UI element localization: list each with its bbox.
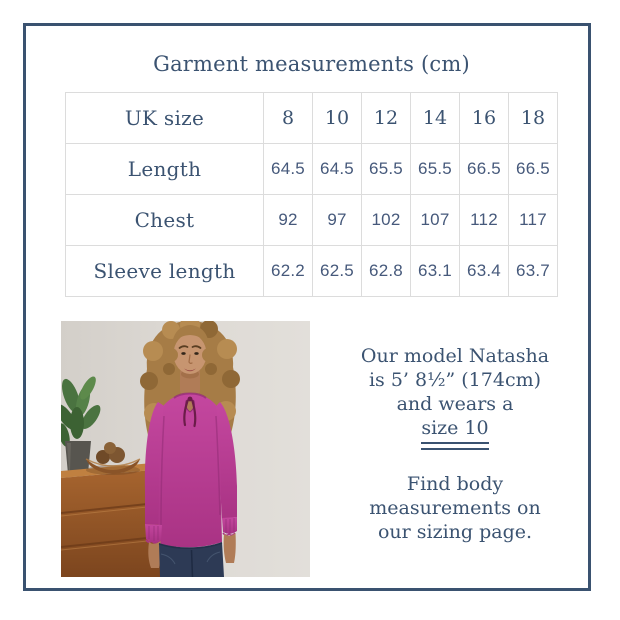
magenta-top — [145, 393, 237, 547]
model-info-text — [328, 344, 582, 440]
table-row-length — [66, 144, 558, 195]
model-info-line: is 5’ 8½” (174cm) — [368, 369, 542, 391]
double-line-divider — [421, 442, 489, 450]
page-title: Garment measurements (cm) — [153, 52, 470, 76]
model-info-line: Our model Natasha — [360, 345, 550, 367]
table-row-sleeve-length — [66, 246, 558, 297]
sleeve-value: 63.4 — [460, 246, 509, 297]
sizing-note-line: Find body — [406, 473, 504, 495]
model — [140, 321, 240, 577]
length-value: 66.5 — [509, 144, 558, 195]
sleeve-value: 62.5 — [313, 246, 362, 297]
hand — [148, 541, 160, 568]
size-col-16: 16 — [460, 93, 509, 144]
size-col-12: 12 — [362, 93, 411, 144]
chest-value: 107 — [411, 195, 460, 246]
chest-value: 117 — [509, 195, 558, 246]
size-col-14: 14 — [411, 93, 460, 144]
row-label-length: Length — [66, 144, 264, 195]
length-value: 64.5 — [264, 144, 313, 195]
chest-value: 102 — [362, 195, 411, 246]
table-row-chest — [66, 195, 558, 246]
sleeve-value: 63.7 — [509, 246, 558, 297]
table-header-row — [66, 93, 558, 144]
length-value: 64.5 — [313, 144, 362, 195]
size-col-8: 8 — [264, 93, 313, 144]
row-label-sleeve-length: Sleeve length — [66, 246, 264, 297]
sleeve-value: 62.2 — [264, 246, 313, 297]
length-value: 65.5 — [411, 144, 460, 195]
size-col-18: 18 — [509, 93, 558, 144]
chest-value: 112 — [460, 195, 509, 246]
sizing-page-reference: our sizing page. — [377, 521, 533, 543]
length-value: 65.5 — [362, 144, 411, 195]
uk-size-header: UK size — [66, 93, 264, 144]
sizing-note-line: measurements on — [369, 497, 541, 519]
sizing-note-text — [328, 472, 582, 544]
chest-value: 97 — [313, 195, 362, 246]
sleeve-value: 63.1 — [411, 246, 460, 297]
model-photo — [61, 321, 310, 577]
size-col-10: 10 — [313, 93, 362, 144]
garment-measurements-table — [65, 92, 558, 297]
sleeve-value: 62.8 — [362, 246, 411, 297]
row-label-chest: Chest — [66, 195, 264, 246]
length-value: 66.5 — [460, 144, 509, 195]
model-info-line: size 10 — [421, 417, 489, 439]
hand — [224, 533, 236, 563]
model-photo-illustration — [61, 321, 310, 577]
chest-value: 92 — [264, 195, 313, 246]
model-info-line: and wears a — [396, 393, 514, 415]
